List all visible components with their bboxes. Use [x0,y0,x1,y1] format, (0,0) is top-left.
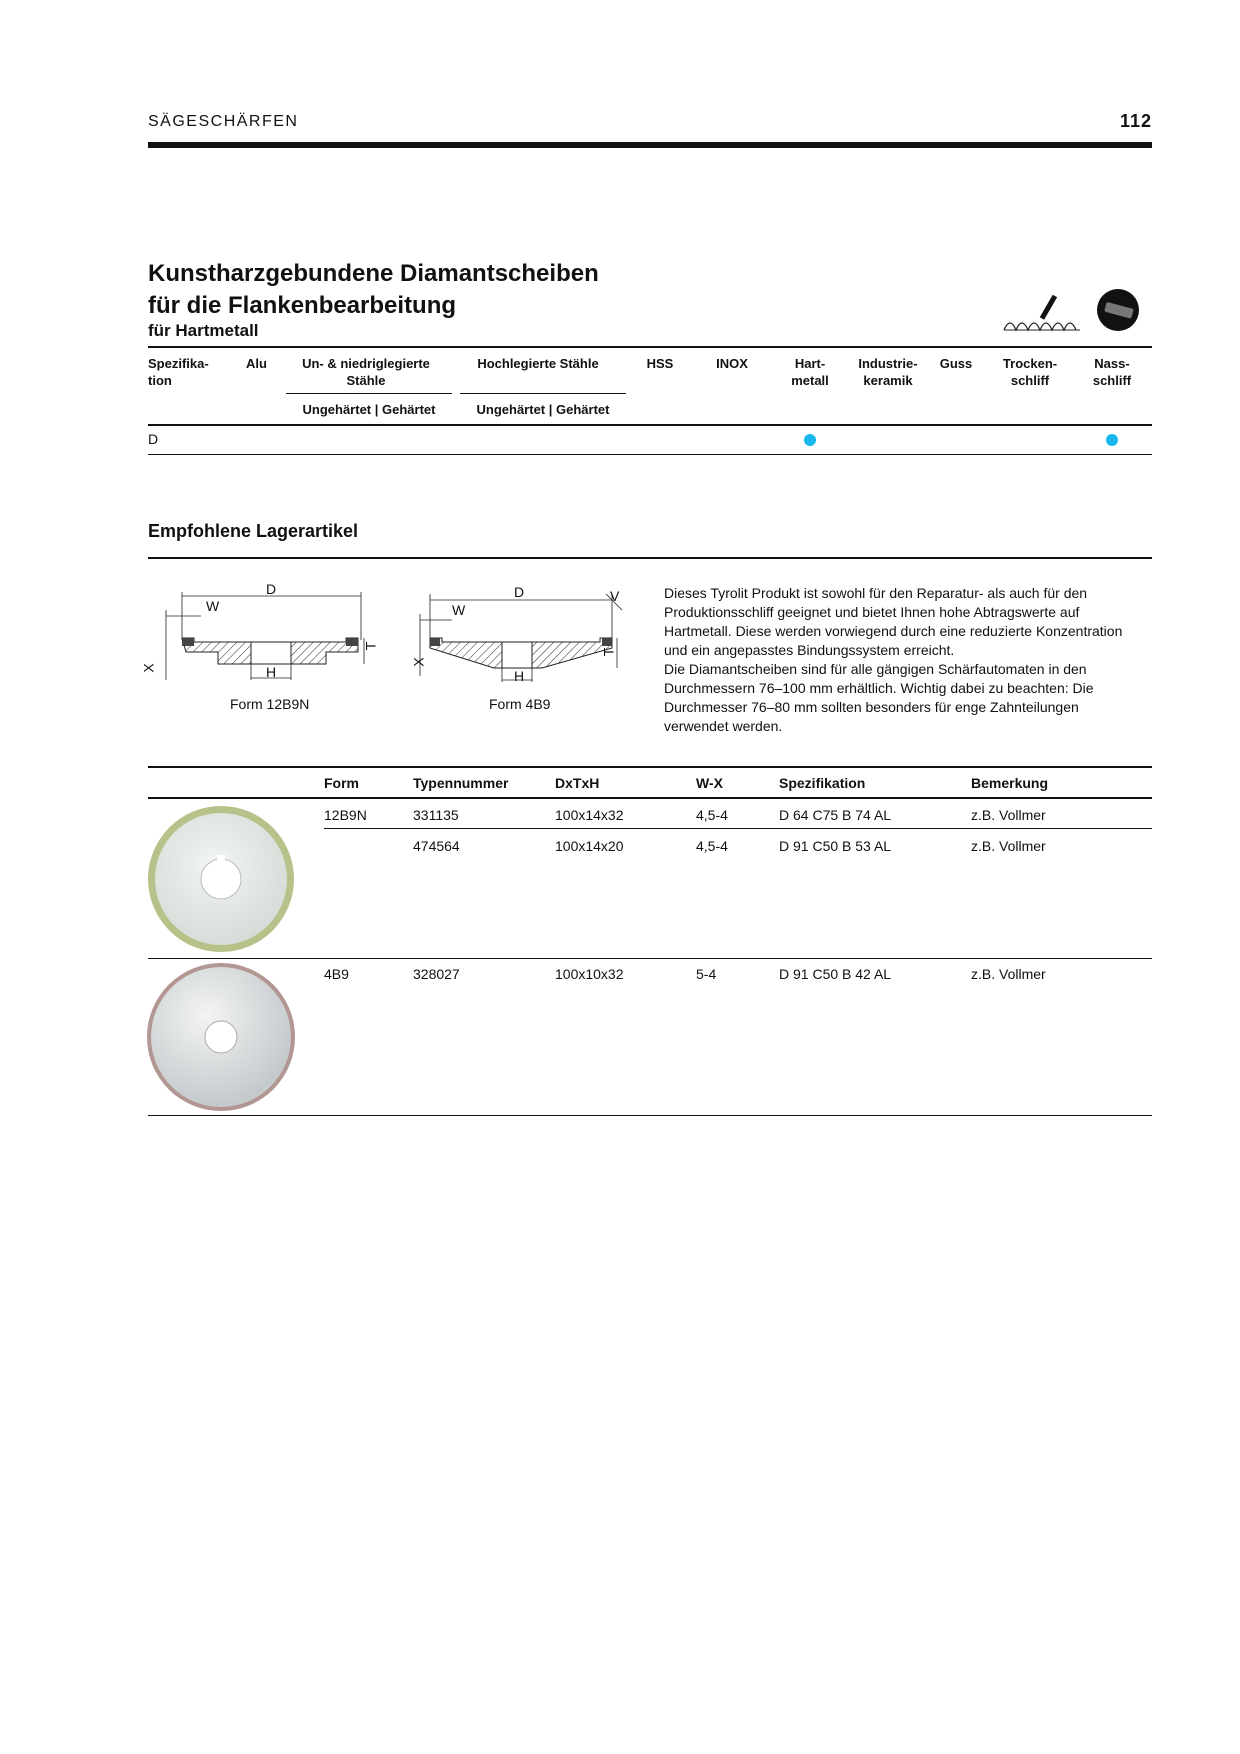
cell-typennummer: 328027 [413,966,460,982]
drawing1-label-w: W [206,598,220,614]
col-spezifikation: Spezifika- tion [148,356,209,388]
spec-table-header-rule [148,424,1152,426]
section-title-empfohlene: Empfohlene Lagerartikel [148,521,359,541]
cell-dxtxh: 100x14x20 [555,838,624,854]
page-number: 112 [1119,111,1152,131]
indicator-dot-hartmetall [804,434,816,446]
cell-typennummer: 474564 [413,838,460,854]
cell-form: 4B9 [324,966,349,982]
drawing1-label-x: X [140,663,157,673]
indicator-dot-nassschliff [1106,434,1118,446]
cell-typennummer: 331135 [413,807,459,823]
spec-table-top-rule [148,346,1152,348]
drawing2-label-d: D [514,584,525,600]
col-hartmetall: Hart- metall [791,356,829,388]
col-nassschliff: Nass- schliff [1092,356,1132,388]
row-divider [324,828,1152,829]
drawing1-label-h: H [266,664,277,680]
cell-w-x: 4,5-4 [696,838,728,854]
cell-form: 12B9N [324,807,367,823]
page-title [148,258,599,322]
cell-w-x: 5-4 [696,966,717,982]
th-dxtxh: DxTxH [555,775,600,791]
drawing2-label-v: V [610,588,620,604]
sub-rule-un [286,393,452,394]
section-header: SÄGESCHÄRFEN [148,113,299,130]
drawing2-label-h: H [514,668,525,684]
drawing1-caption: Form 12B9N [230,696,310,712]
product-table-group-rule [148,958,1152,959]
saw-grinding-icon [1000,290,1084,340]
col-hss: HSS [646,356,674,371]
col-alu: Alu [246,356,267,371]
sub-rule-hoch [460,393,626,394]
section-rule [148,557,1152,559]
col-trockenschliff: Trocken- schliff [1002,356,1058,388]
wet-grinding-badge-icon [1096,288,1140,332]
product-table-header-rule [148,797,1152,799]
th-w-x: W-X [696,775,723,791]
cell-dxtxh: 100x10x32 [555,966,624,982]
cell-spezifikation: D 91 C50 B 42 AL [779,966,892,982]
drawing1-label-t: T [362,641,379,651]
product-image-12b9n [146,804,296,954]
drawing2-label-t: T [600,647,617,657]
col-guss: Guss [939,356,973,371]
spec-row-label: D [148,431,159,447]
sub-header-un: Ungehärtet | Gehärtet [302,402,436,417]
drawing2-caption: Form 4B9 [489,696,551,712]
col-un-niedriglegiert: Un- & niedriglegierte Stähle [302,356,430,388]
spec-table-bottom-rule [148,454,1152,455]
drawing1-label-d: D [266,581,277,597]
cell-spezifikation: D 91 C50 B 53 AL [779,838,892,854]
page-subtitle: für Hartmetall [148,321,259,340]
cell-bemerkung: z.B. Vollmer [971,838,1046,854]
cell-bemerkung: z.B. Vollmer [971,807,1046,823]
title-line-1: Kunstharzgebundene Diamantscheiben [148,260,599,287]
product-table-bottom-rule [148,1115,1152,1116]
sub-header-hoch: Ungehärtet | Gehärtet [476,402,610,417]
product-image-4b9 [146,962,296,1112]
product-table-top-rule [148,766,1152,768]
cell-spezifikation: D 64 C75 B 74 AL [779,807,892,823]
col-inox: INOX [716,356,748,371]
drawing2-label-x: X [410,657,427,667]
cell-dxtxh: 100x14x32 [555,807,624,823]
th-spezifikation: Spezifikation [779,775,866,791]
col-industriekeramik: Industrie- keramik [858,356,918,388]
cell-w-x: 4,5-4 [696,807,728,823]
header-rule [148,142,1152,148]
th-typennummer: Typennummer [413,775,509,791]
col-hochlegiert: Hochlegierte Stähle [477,356,599,371]
title-line-2: für die Flankenbearbeitung [148,292,457,319]
th-bemerkung: Bemerkung [971,775,1049,791]
cell-bemerkung: z.B. Vollmer [971,966,1046,982]
product-description: Dieses Tyrolit Produkt ist sowohl für den Reparatur- als auch für den Produktionsschliff geeignet und bietet Ihnen hohe Abtragswerte auf Hartmetall. Diese werden vorwiegend durch eine reduzierte Konzentration und ein angepasstes Bindungssystem erreicht. Die Diamantscheiben sind für alle gängigen Schärfautomaten in den Durchmessern 76–100 mm erhältlich. Wichtig dabei zu beachten: Die Durchmesser 76–80 mm sollten besonders für enge Zahnteilungen verwendet werden. [664,585,1123,734]
th-form: Form [324,775,359,791]
drawing2-label-w: W [452,602,466,618]
